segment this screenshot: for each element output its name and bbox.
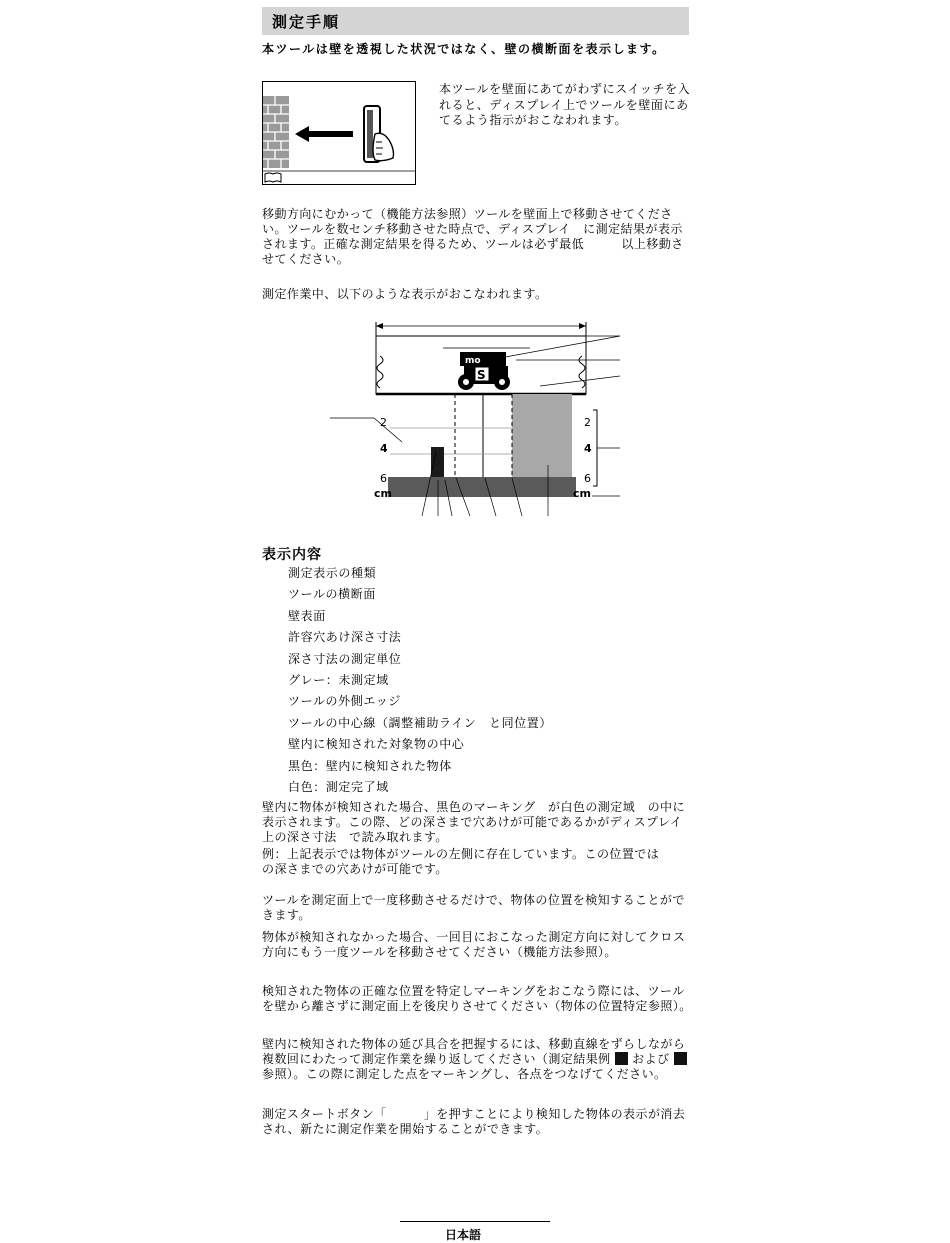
- tick-left-6: 6: [380, 472, 387, 485]
- paragraph-single-pass: ツールを測定面上で一度移動させるだけで、物体の位置を検知することができます。: [262, 893, 685, 922]
- paragraph-locate: 検知された物体の正確な位置を特定しマーキングをおこなう際には、ツールを壁から離さずに測定面上を後戻りさせてください（物体の位置特定参照）。: [262, 984, 692, 1013]
- intro-text: 本ツールを壁面にあてがわずにスイッチを入れると、ディスプレイ上でツールを壁面にあてるよう指示がおこなわれます。: [439, 82, 691, 127]
- legend-title: 表示内容: [262, 547, 322, 563]
- section-title: 測定手順: [272, 13, 341, 31]
- footer-language: 日本語: [445, 1228, 482, 1242]
- legend-item: 白色：測定完了域: [288, 779, 389, 794]
- paragraph-start-button: 測定スタートボタン「 」を押すことにより検知した物体の表示が消去され、新たに測定作業を開始することができます。: [262, 1107, 686, 1136]
- paragraph-detection: 壁内に物体が検知された場合、黒色のマーキング が白色の測定域 の中に表示されます。この際、どの深さまで穴あけが可能であるかがディスプレイ上の深さ寸法 で読み取れます。: [262, 800, 685, 844]
- legend-item: 許容穴あけ深さ寸法: [288, 630, 402, 645]
- section-header: [262, 7, 689, 35]
- unit-right: cm: [573, 487, 591, 500]
- example-a-icon: [615, 1052, 628, 1065]
- footer-rule: [400, 1221, 550, 1222]
- legend-item: 黒色：壁内に検知された物体: [288, 758, 452, 773]
- wall-illustration-svg: [263, 82, 415, 184]
- legend-item: 壁表面: [288, 608, 326, 623]
- unmeasured-area: [512, 394, 572, 484]
- legend-item: ツールの外側エッジ: [288, 694, 401, 709]
- display-intro: 測定作業中、以下のような表示がおこなわれます。: [262, 287, 548, 301]
- legend-item: 深さ寸法の測定単位: [288, 651, 402, 666]
- legend-item: ツールの中心線（調整補助ライン と同位置）: [288, 715, 553, 730]
- paragraph-extent: [262, 1037, 692, 1082]
- legend-item: 壁内に検知された対象物の中心: [288, 737, 465, 752]
- paragraph-cross-direction: 物体が検知されなかった場合、一回目におこなった測定方向に対してクロス方向にもう一度ツールを移動させてください（機能方法参照）。: [262, 930, 686, 959]
- example-b-icon: [674, 1052, 687, 1065]
- hand-icon: [373, 133, 394, 160]
- legend-item: ツールの横断面: [288, 587, 376, 602]
- paragraph-extent-part2: および: [632, 1052, 670, 1066]
- lead-text: 本ツールは壁を透視した状況ではなく、壁の横断面を表示します。: [262, 42, 666, 56]
- tick-left-2: 2: [380, 416, 387, 429]
- legend-item: 測定表示の種類: [288, 566, 377, 580]
- legend-item: グレー：未測定域: [288, 672, 389, 687]
- wall-tool-illustration: [262, 81, 416, 185]
- tick-right-6: 6: [584, 472, 591, 485]
- paragraph-extent-part1: 壁内に検知された物体の延び具合を把握するには、移動直線をずらしながら複数回にわたって測定作業を繰り返してください（測定結果例: [262, 1037, 686, 1066]
- tick-right-2: 2: [584, 416, 591, 429]
- detected-object: [431, 447, 444, 477]
- paragraph-extent-part3: 参照）。この際に測定した点をマーキングし、各点をつなげてください。: [262, 1067, 667, 1081]
- manual-book-icon: [265, 173, 281, 182]
- arrow-left-icon: [295, 126, 353, 142]
- move-instructions: 移動方向にむかって（機能方法参照）ツールを壁面上で移動させてください。ツールを数センチ移動させた時点で、ディスプレイ に測定結果が表示されます。正確な測定結果を得るため、ツールは必ず最低 以上移動させてください。: [262, 207, 684, 266]
- tick-left-4: 4: [380, 442, 388, 455]
- mode-label: mo: [465, 356, 481, 366]
- display-diagram: [330, 320, 630, 520]
- tick-right-4: 4: [584, 442, 592, 455]
- tool-letter: S: [477, 368, 486, 382]
- legend-list: [288, 564, 552, 799]
- unit-left: cm: [374, 487, 392, 500]
- paragraph-example: 例：上記表示では物体がツールの左側に存在しています。この位置では の深さまでの穴あけが可能です。: [262, 847, 697, 876]
